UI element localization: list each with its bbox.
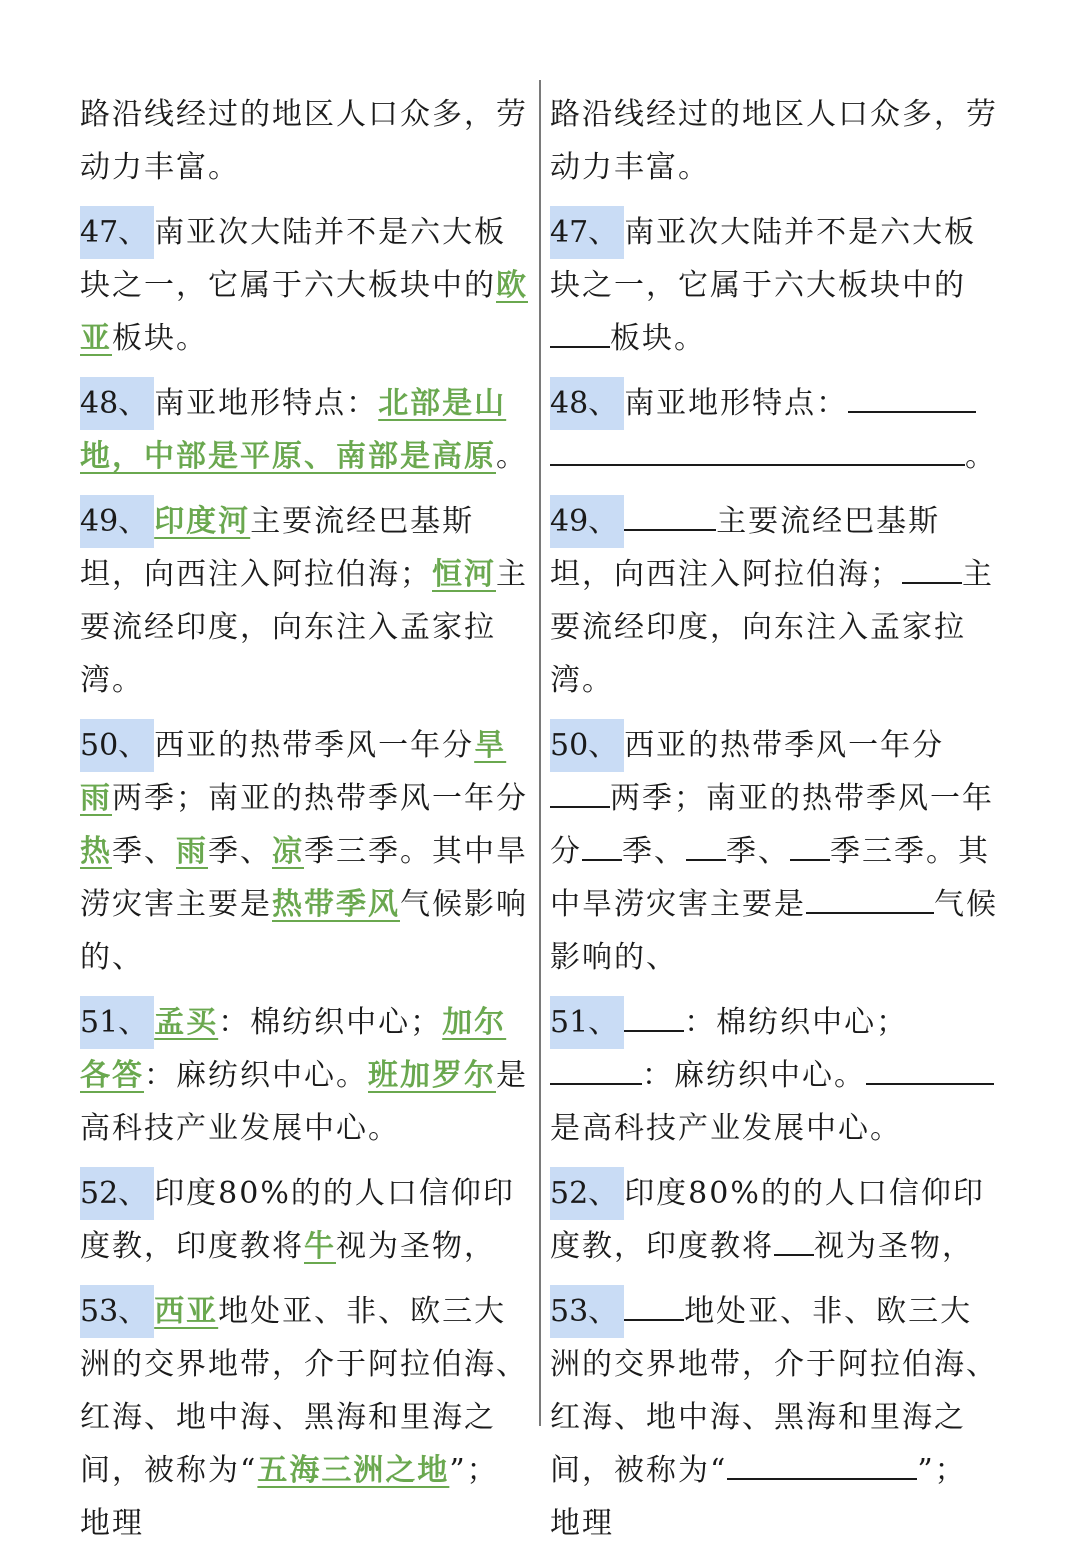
answer: 热	[80, 834, 112, 869]
item-number: 49、	[80, 495, 154, 548]
text: 季、	[208, 834, 272, 869]
text: 季、	[726, 834, 790, 869]
item-50	[80, 719, 528, 984]
text: 。	[965, 439, 997, 474]
item-48	[550, 377, 998, 483]
text: 主要流经巴基斯坦，向西注入阿拉伯海；	[80, 504, 475, 592]
answer: 牛	[304, 1229, 336, 1264]
item-number: 52、	[80, 1167, 154, 1220]
answer-column	[80, 88, 528, 1562]
text: 印度80%的的人口信仰印度教，印度教将	[80, 1176, 515, 1264]
answer: 加尔各答	[80, 1005, 507, 1093]
text: 印度80%的的人口信仰印度教，印度教将	[550, 1176, 985, 1264]
fill-blank[interactable]	[806, 878, 934, 914]
answer: 热带季风	[272, 887, 400, 922]
answer: 班加罗尔	[368, 1058, 496, 1093]
fill-blank[interactable]	[550, 772, 610, 808]
item-number: 53、	[550, 1285, 624, 1338]
answer: 雨	[176, 834, 208, 869]
fill-blank[interactable]	[790, 825, 830, 861]
text: 季、	[112, 834, 176, 869]
fill-blank[interactable]	[582, 825, 622, 861]
text: 动力丰富。	[550, 150, 710, 185]
text: 南亚地形特点：	[154, 386, 379, 421]
text: 地处亚、非、欧三大洲的交界地带，介于阿拉伯海、红海、地中海、黑海和里海之间，被称为“	[80, 1294, 528, 1488]
item-46-tail	[80, 88, 528, 194]
item-49	[550, 495, 998, 707]
text: 动力丰富。	[80, 150, 240, 185]
answer: 恒河	[432, 557, 496, 592]
text: 路沿线经过的地区人口众多，劳	[550, 97, 998, 132]
item-47	[80, 206, 528, 365]
item-number: 48、	[550, 377, 624, 430]
item-48	[80, 377, 528, 483]
item-52	[80, 1167, 528, 1273]
item-number: 50、	[550, 719, 624, 772]
text: 板块。	[610, 321, 706, 356]
text: 季三季。其中旱涝灾害主要是	[80, 834, 528, 922]
item-49	[80, 495, 528, 707]
text: 视为圣物，	[336, 1229, 496, 1264]
text: 季三季。其中旱涝灾害主要是	[550, 834, 990, 922]
fill-blank[interactable]	[624, 1285, 684, 1321]
item-53	[550, 1285, 998, 1550]
fill-blank[interactable]	[848, 377, 976, 413]
fill-blank[interactable]	[550, 312, 610, 348]
fill-blank[interactable]	[727, 1444, 917, 1480]
item-number: 50、	[80, 719, 154, 772]
item-53	[80, 1285, 528, 1550]
text: 地处亚、非、欧三大洲的交界地带，介于阿拉伯海、红海、地中海、黑海和里海之间，被称为“	[550, 1294, 998, 1488]
item-number: 49、	[550, 495, 624, 548]
text: ”；地理	[80, 1453, 499, 1541]
answer: 西亚	[154, 1294, 219, 1329]
text: ：麻纺织中心。	[642, 1058, 866, 1093]
text: ”；地理	[550, 1453, 967, 1541]
item-number: 51、	[550, 996, 624, 1049]
text: 气候影响的、	[550, 887, 998, 975]
item-number: 47、	[80, 206, 154, 259]
text: 板块。	[112, 321, 208, 356]
answer: 五海三洲之地	[257, 1453, 450, 1488]
item-46-tail	[550, 88, 998, 194]
text: 两季；南亚的热带季风一年分	[550, 781, 994, 869]
text: ：棉纺织中心；	[218, 1005, 443, 1040]
text: 是高科技产业发展中心。	[550, 1111, 902, 1146]
text: 季、	[622, 834, 686, 869]
text: ：麻纺织中心。	[144, 1058, 368, 1093]
fill-blank[interactable]	[866, 1049, 994, 1085]
text: 西亚的热带季风一年分	[624, 728, 945, 763]
fill-blank[interactable]	[624, 996, 684, 1032]
item-51	[550, 996, 998, 1155]
item-50	[550, 719, 998, 984]
item-number: 47、	[550, 206, 624, 259]
text: 主要流经印度，向东注入孟家拉湾。	[550, 557, 994, 698]
text: 路沿线经过的地区人口众多，劳	[80, 97, 528, 132]
text: 。	[496, 439, 528, 474]
text: 南亚地形特点：	[624, 386, 849, 421]
answer: 凉	[272, 834, 304, 869]
text: 南亚次大陆并不是六大板块之一，它属于六大板块中的	[80, 215, 507, 303]
text: 主要流经巴基斯坦，向西注入阿拉伯海；	[550, 504, 941, 592]
blank-column	[550, 88, 998, 1562]
fill-blank[interactable]	[550, 430, 965, 466]
item-number: 53、	[80, 1285, 154, 1338]
answer: 印度河	[154, 504, 251, 539]
fill-blank[interactable]	[624, 495, 716, 531]
item-47	[550, 206, 998, 365]
text: 西亚的热带季风一年分	[154, 728, 475, 763]
text: 两季；南亚的热带季风一年分	[112, 781, 528, 816]
item-number: 51、	[80, 996, 154, 1049]
text: 南亚次大陆并不是六大板块之一，它属于六大板块中的	[550, 215, 977, 303]
text: 主要流经印度，向东注入孟家拉湾。	[80, 557, 528, 698]
text: 视为圣物，	[814, 1229, 974, 1264]
item-51	[80, 996, 528, 1155]
fill-blank[interactable]	[902, 548, 962, 584]
answer: 欧亚	[80, 268, 528, 356]
item-number: 48、	[80, 377, 154, 430]
text: 是高科技产业发展中心。	[80, 1058, 528, 1146]
answer: 旱雨	[80, 728, 507, 816]
fill-blank[interactable]	[686, 825, 726, 861]
fill-blank[interactable]	[550, 1049, 642, 1085]
column-divider	[539, 80, 541, 1426]
item-52	[550, 1167, 998, 1273]
answer: 孟买	[154, 1005, 219, 1040]
answer: 北部是山地，中部是平原、南部是高原	[80, 386, 507, 474]
item-number: 52、	[550, 1167, 624, 1220]
text: 气候影响的、	[80, 887, 528, 975]
text: ：棉纺织中心；	[684, 1005, 909, 1040]
fill-blank[interactable]	[774, 1220, 814, 1256]
